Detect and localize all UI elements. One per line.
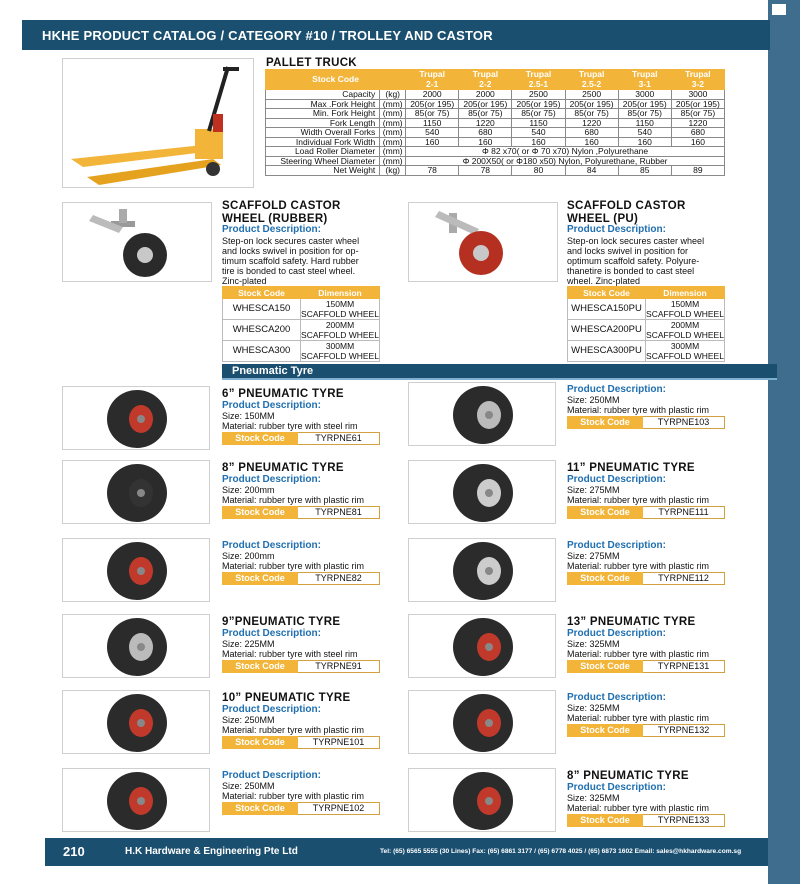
tyre-right-pd-label: Product Description: [567,384,666,395]
spec-unit: (mm) [380,137,406,147]
model-code-line: Trupal [685,69,711,79]
tyre-right-size: Size: 275MM [567,485,620,495]
spec-value: 85 [618,166,671,176]
model-code-line: Trupal [525,69,552,79]
tyre-right-pd-label: Product Description: [567,628,666,639]
spec-row [266,90,725,100]
description-line: and locks swivel in position for [567,246,689,256]
tyre-left-size: Size: 150MM [222,411,275,421]
stock-code-label: Stock Code [567,416,643,429]
description-line: Zinc-plated [222,276,267,286]
tyre-right-image [408,614,556,678]
tyre-right-material: Material: rubber tyre with plastic rim [567,495,710,505]
stock-code-label: Stock Code [567,814,643,827]
tyre-left-stock-code [222,736,380,749]
tyre-right-image [408,538,556,602]
tyre-left-image [62,768,210,832]
spec-value: 205(or 195) [406,99,459,109]
tyre-right-pd-label: Product Description: [567,474,666,485]
tyre-right-material: Material: rubber tyre with plastic rim [567,561,710,571]
tyre-left-material: Material: rubber tyre with plastic rim [222,561,365,571]
spec-label: Width Overall Forks [266,128,380,138]
tyre-left-image [62,690,210,754]
tyre-right-stock-code [567,724,725,737]
tyre-left-stock-code [222,432,380,445]
spec-value: Φ 200X50( or Φ180 x50) Nylon, Polyurethane, Rubber [406,156,725,166]
stock-code-value: TYRPNE82 [298,572,380,585]
tyre-left-material: Material: rubber tyre with plastic rim [222,791,365,801]
stock-row [223,299,380,320]
stock-code: WHESCA200PU [568,320,646,341]
spec-value: 1220 [459,118,512,128]
tyre-right-material: Material: rubber tyre with plastic rim [567,405,710,415]
pallet-truck-spec-table [265,69,725,176]
contact-info: Tel: (65) 6565 5555 (30 Lines) Fax: (65) 6861 3177 / (65) 6778 4025 / (65) 6873 1602 Email: sales@hkhardware.com.sg [380,848,742,855]
stock-code-label: Stock Code [567,724,643,737]
spec-label: Individual Fork Width [266,137,380,147]
tyre-right-size: Size: 325MM [567,793,620,803]
tyre-left-title: 10” PNEUMATIC TYRE [222,692,351,704]
spec-value: 160 [406,137,459,147]
dimension [646,299,725,320]
stock-code-value: TYRPNE111 [643,506,725,519]
description-line: wheel. Zinc-plated [567,276,641,286]
spec-value: 85(or 75) [406,109,459,119]
tyre-left-size: Size: 200mm [222,551,275,561]
scaffold-pu-stock-table [567,286,725,362]
spec-value: 85(or 75) [565,109,618,119]
spec-value: 85(or 75) [671,109,724,119]
model-code-line: 2.5-2 [581,78,602,89]
description-line: and locks swivel in position for op- [222,246,359,256]
spec-value: 2500 [565,90,618,100]
footer-bar [45,838,768,866]
tyre-right-image [408,460,556,524]
dimension-desc: SCAFFOLD WHEEL [301,330,379,340]
model-code [406,70,459,90]
header-bar [22,20,770,50]
dimension-size: 150MM [325,299,355,309]
tyre-left-title: 8” PNEUMATIC TYRE [222,462,344,474]
spec-value: 160 [512,137,565,147]
spec-unit: (mm) [380,99,406,109]
tyre-left-pd-label: Product Description: [222,540,321,551]
spec-value: 3000 [671,90,724,100]
tyre-left-image [62,460,210,524]
dimension-desc: SCAFFOLD WHEEL [646,330,724,340]
tyre-right-size: Size: 325MM [567,639,620,649]
stock-code-label: Stock Code [567,572,643,585]
model-code-line: 3-1 [638,78,651,89]
tyre-left-pd-label: Product Description: [222,770,321,781]
stock-code-value: TYRPNE131 [643,660,725,673]
tyre-right-pd-label: Product Description: [567,782,666,793]
tyre-left-title: 9”PNEUMATIC TYRE [222,616,341,628]
spec-value: 85(or 75) [618,109,671,119]
spec-label: Capacity [266,90,380,100]
tyre-right-size: Size: 275MM [567,551,620,561]
tyre-left-pd-label: Product Description: [222,474,321,485]
tyre-right-title: 13” PNEUMATIC TYRE [567,616,696,628]
spec-unit: (mm) [380,156,406,166]
stock-row [568,299,725,320]
spec-label: Net Weight [266,166,380,176]
description-line: optimum scaffold safety. Polyure- [567,256,700,266]
model-code-line: Trupal [631,69,658,79]
tyre-right-size: Size: 250MM [567,395,620,405]
stock-code-value: TYRPNE81 [298,506,380,519]
model-code [671,70,724,90]
header-title: HKHE PRODUCT CATALOG / CATEGORY #10 / TROLLEY AND CASTOR [42,28,493,43]
tyre-left-material: Material: rubber tyre with plastic rim [222,725,365,735]
description-line: thanetire is bonded to cast steel [567,266,695,276]
stock-code-value: TYRPNE91 [298,660,380,673]
spec-value: 89 [671,166,724,176]
spec-value: 540 [512,128,565,138]
model-code-line: Trupal [578,69,605,79]
tyre-right-stock-code [567,814,725,827]
spec-value: 160 [565,137,618,147]
page-number: 210 [63,844,85,859]
tyre-right-image [408,768,556,832]
spec-value: Φ 82 x70( or Φ 70 x70) Nylon ,Polyurethane [406,147,725,157]
stock-code-value: TYRPNE103 [643,416,725,429]
spec-value: 540 [406,128,459,138]
dimension-desc: SCAFFOLD WHEEL [646,309,724,319]
stock-code: WHESCA300PU [568,341,646,362]
tyre-right-image [408,382,556,446]
dimension-header: Dimension [646,287,725,299]
stock-code-label: Stock Code [222,660,298,673]
dimension [646,341,725,362]
spec-unit: (kg) [380,166,406,176]
dimension-header: Dimension [301,287,380,299]
spec-unit: (mm) [380,128,406,138]
scaffold-rubber-title: SCAFFOLD CASTOR WHEEL (RUBBER) [222,200,341,225]
stock-code-label: Stock Code [222,506,298,519]
stock-code-header: Stock Code [266,70,406,90]
dimension-desc: SCAFFOLD WHEEL [301,351,379,361]
spec-row [266,147,725,157]
tyre-left-size: Size: 200mm [222,485,275,495]
stock-code-label: Stock Code [222,802,298,815]
dimension-size: 300MM [670,341,700,351]
tyre-left-stock-code [222,802,380,815]
spec-value: 160 [459,137,512,147]
tyre-right-stock-code [567,416,725,429]
dimension [301,299,380,320]
scaffold-rubber-description [222,236,359,286]
tyre-left-pd-label: Product Description: [222,628,321,639]
stock-code-value: TYRPNE133 [643,814,725,827]
spec-row [266,128,725,138]
model-code-line: Trupal [472,69,499,79]
spec-label: Fork Length [266,118,380,128]
tyre-right-material: Material: rubber tyre with plastic rim [567,649,710,659]
dimension-size: 300MM [325,341,355,351]
tyre-right-size: Size: 325MM [567,703,620,713]
model-code-line: 2.5-1 [528,78,549,89]
stock-code: WHESCA150PU [568,299,646,320]
spec-value: 680 [671,128,724,138]
model-code [459,70,512,90]
model-code [512,70,565,90]
stock-code: WHESCA150 [223,299,301,320]
description-line: Step-on lock secures caster wheel [222,236,360,246]
dimension [301,341,380,362]
spec-label: Steering Wheel Diameter [266,156,380,166]
stock-code: WHESCA200 [223,320,301,341]
spec-value: 205(or 195) [618,99,671,109]
spec-value: 205(or 195) [671,99,724,109]
dimension-size: 150MM [670,299,700,309]
stock-row [568,320,725,341]
right-tab-strip [768,0,800,884]
scaffold-pu-pd-label: Product Description: [567,224,666,235]
stock-code-value: TYRPNE112 [643,572,725,585]
stock-code-label: Stock Code [567,506,643,519]
stock-row [223,341,380,362]
tyre-right-pd-label: Product Description: [567,692,666,703]
spec-value: 160 [671,137,724,147]
spec-value: 2500 [512,90,565,100]
dimension-desc: SCAFFOLD WHEEL [646,351,724,361]
model-code [565,70,618,90]
section-bar [222,364,777,380]
stock-code-label: Stock Code [222,432,298,445]
tyre-right-pd-label: Product Description: [567,540,666,551]
tyre-left-size: Size: 225MM [222,639,275,649]
tyre-right-stock-code [567,572,725,585]
dimension-desc: SCAFFOLD WHEEL [301,309,379,319]
spec-value: 85(or 75) [459,109,512,119]
spec-label: Max .Fork Height [266,99,380,109]
description-line: Step-on lock secures caster wheel [567,236,705,246]
spec-label: Load Roller Diameter [266,147,380,157]
dimension [301,320,380,341]
spec-value: 78 [406,166,459,176]
stock-code-value: TYRPNE61 [298,432,380,445]
spec-row [266,109,725,119]
spec-row [266,166,725,176]
tyre-left-stock-code [222,660,380,673]
spec-value: 540 [618,128,671,138]
scaffold-castor-pu-image [408,202,558,282]
model-code-line: 3-2 [691,78,705,89]
tyre-left-image [62,614,210,678]
tyre-right-stock-code [567,660,725,673]
pallet-truck-image [62,58,254,188]
stock-code-label: Stock Code [222,572,298,585]
section-title: Pneumatic Tyre [232,365,314,377]
tyre-left-image [62,386,210,450]
dimension-size: 200MM [670,320,700,330]
tyre-right-material: Material: rubber tyre with plastic rim [567,713,710,723]
spec-value: 2000 [406,90,459,100]
model-code-line: 2-2 [479,78,492,89]
spec-value: 84 [565,166,618,176]
spec-unit: (mm) [380,109,406,119]
spec-value: 680 [565,128,618,138]
model-code [618,70,671,90]
spec-value: 1150 [512,118,565,128]
tyre-left-material: Material: rubber tyre with plastic rim [222,495,365,505]
tyre-left-size: Size: 250MM [222,715,275,725]
stock-code-label: Stock Code [567,660,643,673]
stock-code-label: Stock Code [222,736,298,749]
spec-label: Min. Fork Height [266,109,380,119]
stock-code-header: Stock Code [223,287,301,299]
scaffold-castor-rubber-image [62,202,212,282]
model-code-line: Trupal [419,69,445,79]
spec-value: 205(or 195) [459,99,512,109]
stock-code-value: TYRPNE132 [643,724,725,737]
spec-value: 205(or 195) [565,99,618,109]
tyre-right-image [408,690,556,754]
tyre-left-image [62,538,210,602]
spec-value: 680 [459,128,512,138]
spec-value: 3000 [618,90,671,100]
stock-row [223,320,380,341]
scaffold-rubber-pd-label: Product Description: [222,224,321,235]
tyre-left-material: Material: rubber tyre with steel rim [222,649,358,659]
spec-value: 1220 [565,118,618,128]
tyre-right-title: 11” PNEUMATIC TYRE [567,462,695,474]
spec-unit: (mm) [380,118,406,128]
spec-value: 78 [459,166,512,176]
spec-unit: (mm) [380,147,406,157]
tyre-left-title: 6” PNEUMATIC TYRE [222,388,344,400]
model-code-line: 2-1 [426,78,439,89]
spec-value: 2000 [459,90,512,100]
spec-value: 1220 [671,118,724,128]
tab-marker [772,4,786,15]
spec-value: 205(or 195) [512,99,565,109]
tyre-left-stock-code [222,506,380,519]
spec-value: 1150 [406,118,459,128]
stock-code: WHESCA300 [223,341,301,362]
spec-unit: (kg) [380,90,406,100]
scaffold-pu-title: SCAFFOLD CASTOR WHEEL (PU) [567,200,686,225]
dimension [646,320,725,341]
tyre-right-material: Material: rubber tyre with plastic rim [567,803,710,813]
tyre-left-pd-label: Product Description: [222,400,321,411]
tyre-left-pd-label: Product Description: [222,704,321,715]
stock-code-value: TYRPNE101 [298,736,380,749]
tyre-left-material: Material: rubber tyre with steel rim [222,421,358,431]
stock-code-value: TYRPNE102 [298,802,380,815]
tyre-right-title: 8” PNEUMATIC TYRE [567,770,689,782]
stock-row [568,341,725,362]
left-margin [0,0,10,884]
spec-value: 80 [512,166,565,176]
spec-value: 85(or 75) [512,109,565,119]
description-line: tire is bonded to cast steel wheel. [222,266,356,276]
tyre-right-stock-code [567,506,725,519]
description-line: timum scaffold safety. Hard rubber [222,256,359,266]
tyre-left-stock-code [222,572,380,585]
company-name: H.K Hardware & Engineering Pte Ltd [125,846,298,857]
dimension-size: 200MM [325,320,355,330]
tyre-left-size: Size: 250MM [222,781,275,791]
stock-code-header: Stock Code [568,287,646,299]
pallet-truck-title: PALLET TRUCK [266,57,357,69]
scaffold-pu-description [567,236,704,286]
spec-value: 1150 [618,118,671,128]
scaffold-rubber-stock-table [222,286,380,362]
spec-value: 160 [618,137,671,147]
